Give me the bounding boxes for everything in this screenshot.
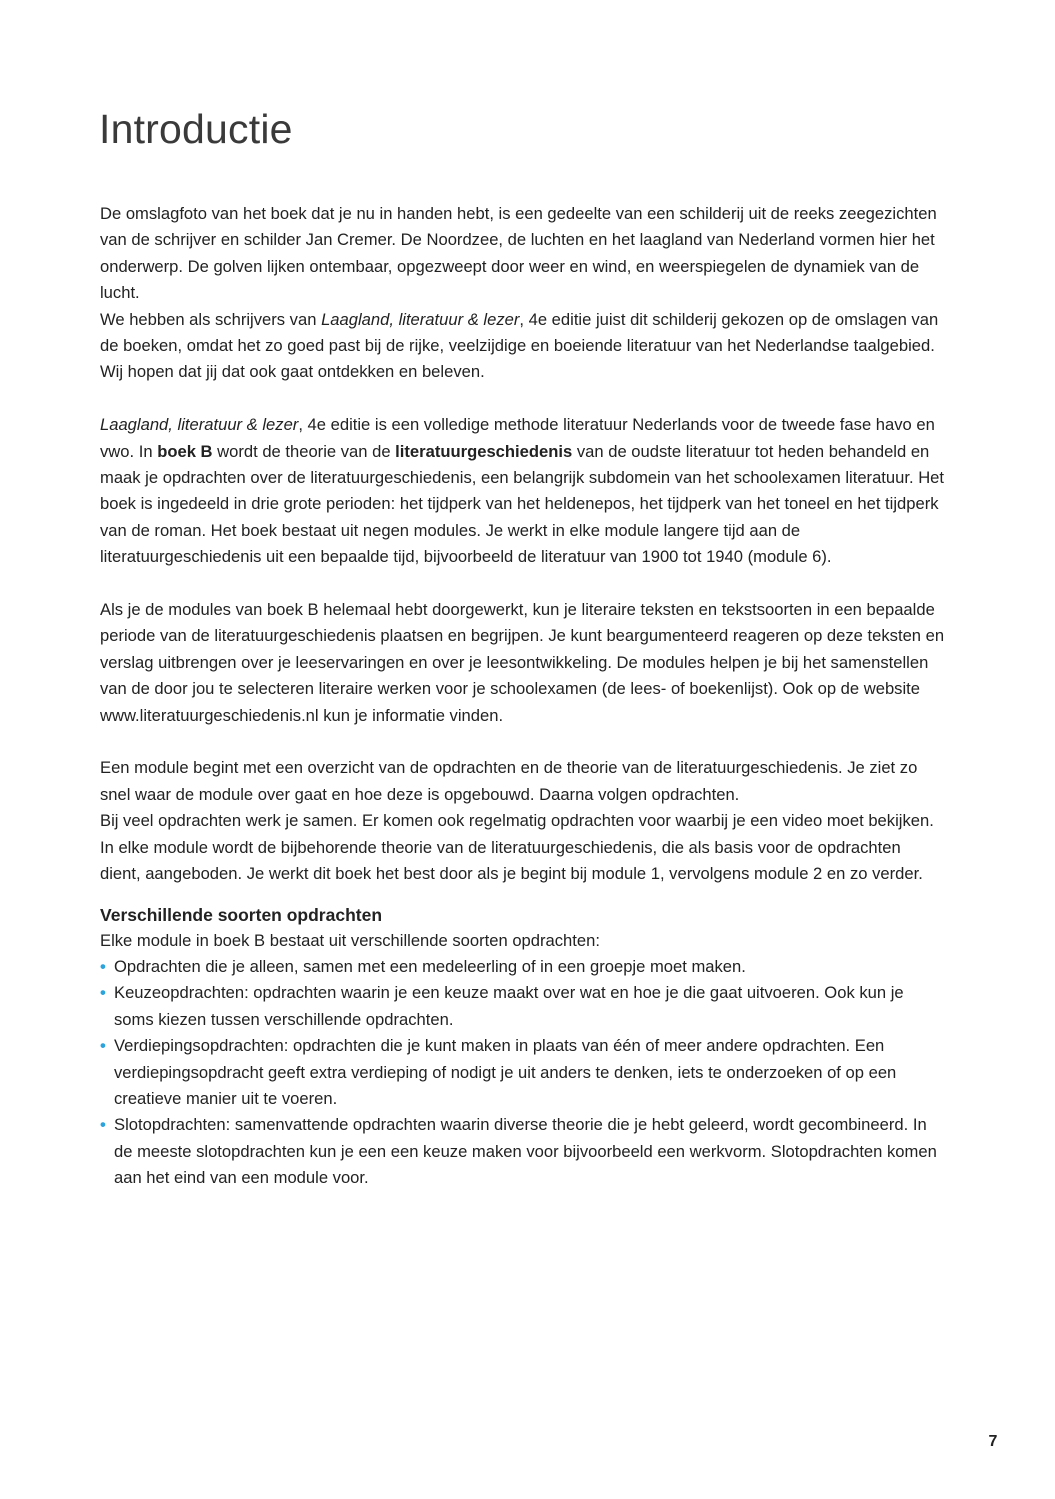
list-item-text: Verdiepingsopdrachten: opdrachten die je kunt maken in plaats van één of meer andere opdrachten. Een verdiepingsopdracht geeft extra verdieping of nodigt je uit anders te denken, iets te onderzoeken of op een creatieve manier uit te voeren. [114,1036,897,1108]
page-number: 7 [988,1433,998,1450]
list-item-text: Opdrachten die je alleen, samen met een medeleerling of in een groepje moet maken. [114,956,746,976]
list-item [100,1033,945,1112]
intro-text-end: , 4e editie juist dit schilderij gekozen op de omslagen van de boeken, omdat het zo goed past bij de rijke, veelzijdige en boeiende literatuur van het Nederlandse taalgebied. Wij hopen dat jij dat ook gaat ontdekken en beleven. [100,309,939,382]
page-title: Introductie [99,106,293,152]
method-paragraph [100,412,945,570]
book-title-italic: Laagland, literatuur & lezer [321,309,520,329]
assignment-types-list [100,954,945,1192]
method-text-c: van de oudste literatuur tot heden behandeld en maak je opdrachten over de literatuurgeschiedenis, een belangrijk subdomein van het schoolexamen literatuur. Het boek is ingedeeld in drie grote perioden: het tijdperk van het heldenepos, het tijdperk van het toneel en het tijdperk van de roman. Het boek bestaat uit negen modules. Je werkt in elke module langere tijd aan de literatuurgeschiedenis uit een bepaalde tijd, bijvoorbeeld de literatuur van 1900 tot 1940 (module 6). [100,441,945,567]
intro-paragraph: De omslagfoto van het boek dat je nu in handen hebt, is een gedeelte van een schilderij uit de reeks zeegezichten van de schrijver en schilder Jan Cremer. De Noordzee, de luchten en het laagland van Nederland vormen hier het onderwerp. De golven lijken ontembaar, opgezweept door weer en wind, en weerspiegelen de dynamiek van de lucht. [100,204,937,303]
paragraph-spacer [100,571,945,597]
list-item-text: Slotopdrachten: samenvattende opdrachten waarin diverse theorie die je hebt geleerd, wordt gecombineerd. In de meeste slotopdrachten kun je een een keuze maken voor bijvoorbeeld een werkvorm. Slotopdrachten komen aan het eind van een module voor. [114,1115,937,1188]
intro-text-start: We hebben als schrijvers van [100,309,322,329]
bullet-icon: • [100,1036,106,1056]
bullet-icon: • [100,1115,106,1135]
method-text-a: , 4e editie is een volledige methode literatuur Nederlands voor de tweede fase havo en vwo. In [100,415,935,461]
intro-paragraph-continued [100,307,945,386]
book-title-italic: Laagland, literatuur & lezer [100,415,299,435]
bullet-icon: • [100,983,106,1003]
modules-paragraph: Als je de modules van boek B helemaal hebt doorgewerkt, kun je literaire teksten en tekstsoorten in een bepaalde periode van de literatuurgeschiedenis plaatsen en begrijpen. Je kunt beargumenteerd reageren op deze teksten en verslag uitbrengen over je leeservaringen en over je leesontwikkeling. De modules helpen je bij het samenstellen van de door jou te selecteren literaire werken voor je schoolexamen (de lees- of boekenlijst). Ook op de website www.literatuurgeschiedenis.nl kun je informatie vinden. [100,600,945,725]
structure-paragraph: Een module begint met een overzicht van de opdrachten en de theorie van de literatuurgeschiedenis. Je ziet zo snel waar de module over gaat en hoe deze is opgebouwd. Daarna volgen opdrachten. [100,758,918,804]
list-item [100,1112,945,1191]
bullet-icon: • [100,956,106,976]
page-content [100,201,945,1192]
boek-b-emphasis: boek B [157,441,213,461]
paragraph-spacer [100,729,945,755]
literatuurgeschiedenis-emphasis: literatuurgeschiedenis [395,441,573,461]
paragraph-spacer [100,386,945,412]
section-spacer [100,888,945,902]
list-item [100,954,945,980]
method-text-b: wordt de theorie van de [212,441,396,461]
section-heading: Verschillende soorten opdrachten [100,904,383,925]
structure-paragraph-continued: Bij veel opdrachten werk je samen. Er komen ook regelmatig opdrachten voor waarbij je een video moet bekijken. In elke module wordt de bijbehorende theorie van de literatuurgeschiedenis, die als basis voor de opdrachten dient, aangeboden. Je werkt dit boek het best door als je begint bij module 1, vervolgens module 2 en zo verder. [100,811,934,884]
list-item-text: Keuzeopdrachten: opdrachten waarin je een keuze maakt over wat en hoe je die gaat uitvoeren. Ook kun je soms kiezen tussen verschillende opdrachten. [114,983,904,1029]
section-intro: Elke module in boek B bestaat uit verschillende soorten opdrachten: [100,930,600,950]
list-item [100,980,945,1033]
